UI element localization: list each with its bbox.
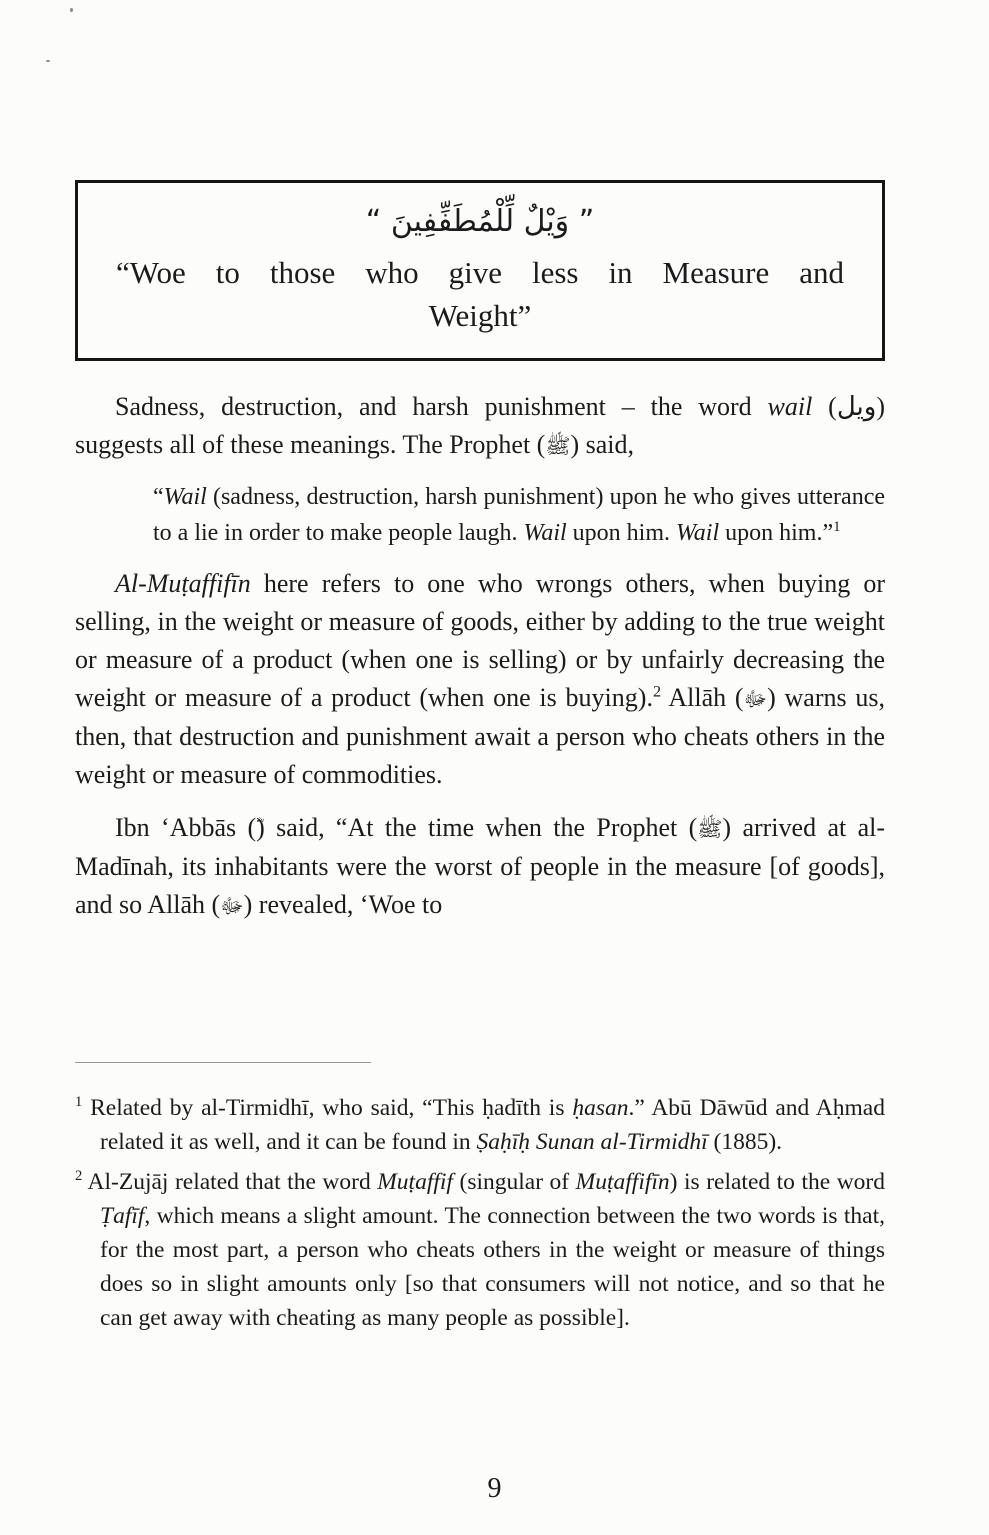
paragraph-mutaffifin: Al-Muṭaffifīn here refers to one who wrongs others, when buying or selling, in the weight or measure of goods, either by adding to the true weight or measure of a product (when one is selling) or by unfairly decreasing the weight or measure of a product (when one is buying).$^2$ Allāh (ﷻ) warns us, then, that destruction and punishment await a person who cheats others in the weight or measure of commodities. [75,569,885,789]
paragraph-intro: Sadness, destruction, and harsh punishment – the word wail (ويل) suggests all of these meanings. The Prophet (ﷺ) said, [75,392,885,459]
chapter-title-line2: Weight” [428,297,532,333]
footnote-2: $^2$ Al-Zujāj related that the word Muṭaffif (singular of Muṭaffifīn) is related to the word Ṭafīf, which means a slight amount. The connection between the two words is that, for the most part, a person who cheats others in the weight or measure of things does so in slight amounts only [so that consumers will not notice, and so that he can get away with cheating as many people as possible]. [75,1168,885,1331]
footnotes-section [75,1062,885,1335]
paragraph-ibn-abbas: Ibn ‘Abbās () said, “At the time when the Prophet (ﷺ) arrived at al-Madīnah, its inhabitants were the worst of people in the measure [of goods], and so Allāh (ﷻ) revealed, ‘Woe to [75,813,885,919]
hadith-quote: “Wail (sadness, destruction, harsh punishment) upon he who gives utterance to a lie in order to make people laugh. Wail upon him. Wail upon him.”$^1$ [153,484,885,546]
page-number: 9 [487,1473,502,1504]
chapter-title-line1: “Woe to those who give less in Measure and [116,255,844,290]
body-text [75,388,885,925]
footnote-separator [75,1062,371,1063]
chapter-title-box [75,180,885,361]
footnote-1: $^1$ Related by al-Tirmidhī, who said, “This ḥadīth is ḥasan.” Abū Dāwūd and Aḥmad related it as well, and it can be found in Ṣaḥīḥ Sunan al-Tirmidhī (1885). [75,1094,885,1155]
scan-speck [46,60,50,62]
arabic-verse: “ وَيْلٌ لِّلْمُطَفِّفِينَ ” [365,204,595,239]
scan-speck [70,8,73,12]
